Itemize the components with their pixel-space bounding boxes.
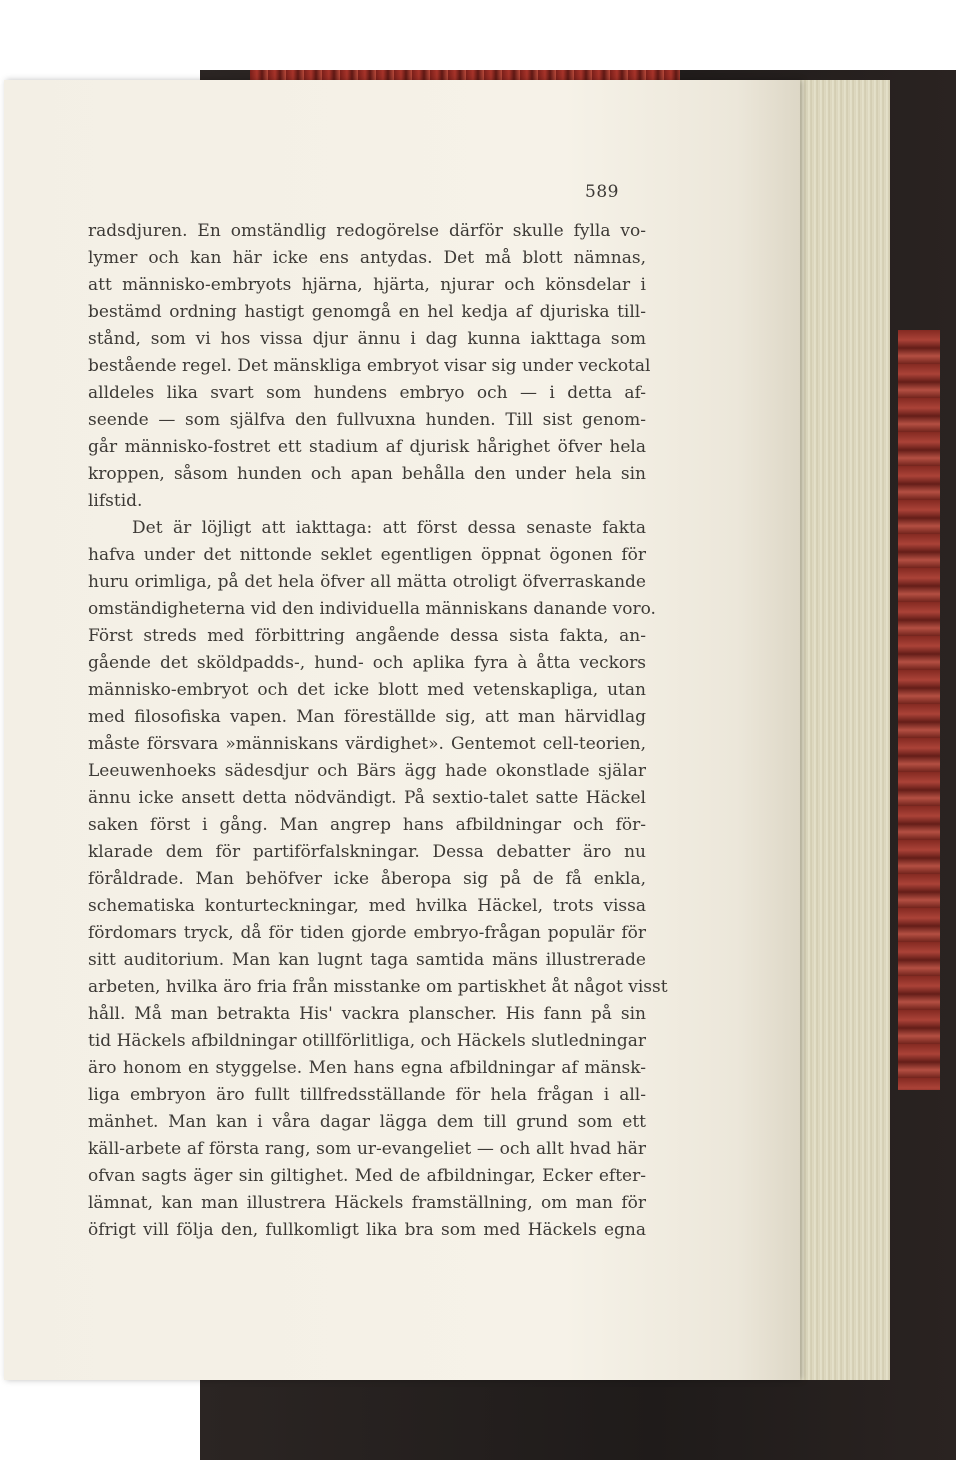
text-line: gående det sköldpadds-, hund- och aplika fyra à åtta veckors: [88, 653, 646, 673]
page-edges: [795, 80, 890, 1380]
text-line: käll-arbete af första rang, som ur-evangeliet — och allt hvad här: [88, 1139, 646, 1159]
text-line: liga embryon äro fullt tillfredsställande för hela frågan i all-: [88, 1085, 646, 1105]
text-line: alldeles lika svart som hundens embryo och — i detta af-: [88, 383, 646, 403]
text-line: att människo-embryots hjärna, hjärta, njurar och könsdelar i: [88, 275, 646, 295]
text-line: lifstid.: [88, 491, 143, 511]
page-number: 589: [585, 182, 619, 202]
text-line: radsdjuren. En omständlig redogörelse därför skulle fylla vo-: [88, 221, 646, 241]
text-line: omständigheterna vid den individuella människans danande voro.: [88, 599, 656, 619]
text-line: ännu icke ansett detta nödvändigt. På sextio-talet satte Häckel: [88, 788, 646, 808]
text-line: Det är löjligt att iakttaga: att först dessa senaste fakta: [132, 518, 646, 538]
text-line: seende — som själfva den fullvuxna hunden. Till sist genom-: [88, 410, 646, 430]
text-line: stånd, som vi hos vissa djur ännu i dag kunna iakttaga som: [88, 329, 646, 349]
text-line: måste försvara »människans värdighet». Gentemot cell-teorien,: [88, 734, 646, 754]
text-line: Leeuwenhoeks sädesdjur och Bärs ägg hade okonstlade själar: [88, 761, 646, 781]
text-line: arbeten, hvilka äro fria från misstanke om partiskhet åt något visst: [88, 977, 668, 997]
text-line: mänhet. Man kan i våra dagar lägga dem till grund som ett: [88, 1112, 646, 1132]
text-line: Först streds med förbittring angående dessa sista fakta, an-: [88, 626, 646, 646]
text-line: huru orimliga, på det hela öfver all mätta otroligt öfverraskande: [88, 572, 646, 592]
text-line: schematiska konturteckningar, med hvilka Häckel, trots vissa: [88, 896, 646, 916]
text-line: bestående regel. Det mänskliga embryot visar sig under veckotal: [88, 356, 651, 376]
cover-spine-pattern: [898, 330, 940, 1090]
text-line: fördomars tryck, då för tiden gjorde embryo-frågan populär för: [88, 923, 646, 943]
text-line: föråldrade. Man behöfver icke åberopa sig på de få enkla,: [88, 869, 646, 889]
text-line: lymer och kan här icke ens antydas. Det må blott nämnas,: [88, 248, 646, 268]
text-line: kroppen, såsom hunden och apan behålla den under hela sin: [88, 464, 646, 484]
text-line: saken först i gång. Man angrep hans afbildningar och för-: [88, 815, 646, 835]
text-line: människo-embryot och det icke blott med vetenskapliga, utan: [88, 680, 646, 700]
text-line: ofvan sagts äger sin giltighet. Med de afbildningar, Ecker efter-: [88, 1166, 646, 1186]
text-line: sitt auditorium. Man kan lugnt taga samtida mäns illustrerade: [88, 950, 646, 970]
text-line: öfrigt vill följa den, fullkomligt lika bra som med Häckels egna: [88, 1220, 646, 1240]
body-text: [88, 218, 668, 1244]
text-line: med filosofiska vapen. Man föreställde sig, att man härvidlag: [88, 707, 646, 727]
text-line: tid Häckels afbildningar otillförlitliga, och Häckels slutledningar: [88, 1031, 646, 1051]
text-line: lämnat, kan man illustrera Häckels framställning, om man för: [88, 1193, 646, 1213]
text-line: bestämd ordning hastigt genomgå en hel kedja af djuriska till-: [88, 302, 646, 322]
text-line: klarade dem för partiförfalskningar. Dessa debatter äro nu: [88, 842, 646, 862]
text-line: hafva under det nittonde seklet egentligen öppnat ögonen för: [88, 545, 646, 565]
text-line: går människo-fostret ett stadium af djurisk hårighet öfver hela: [88, 437, 646, 457]
text-line: håll. Må man betrakta His' vackra planscher. His fann på sin: [88, 1004, 646, 1024]
text-line: äro honom en styggelse. Men hans egna afbildningar af mänsk-: [88, 1058, 646, 1078]
